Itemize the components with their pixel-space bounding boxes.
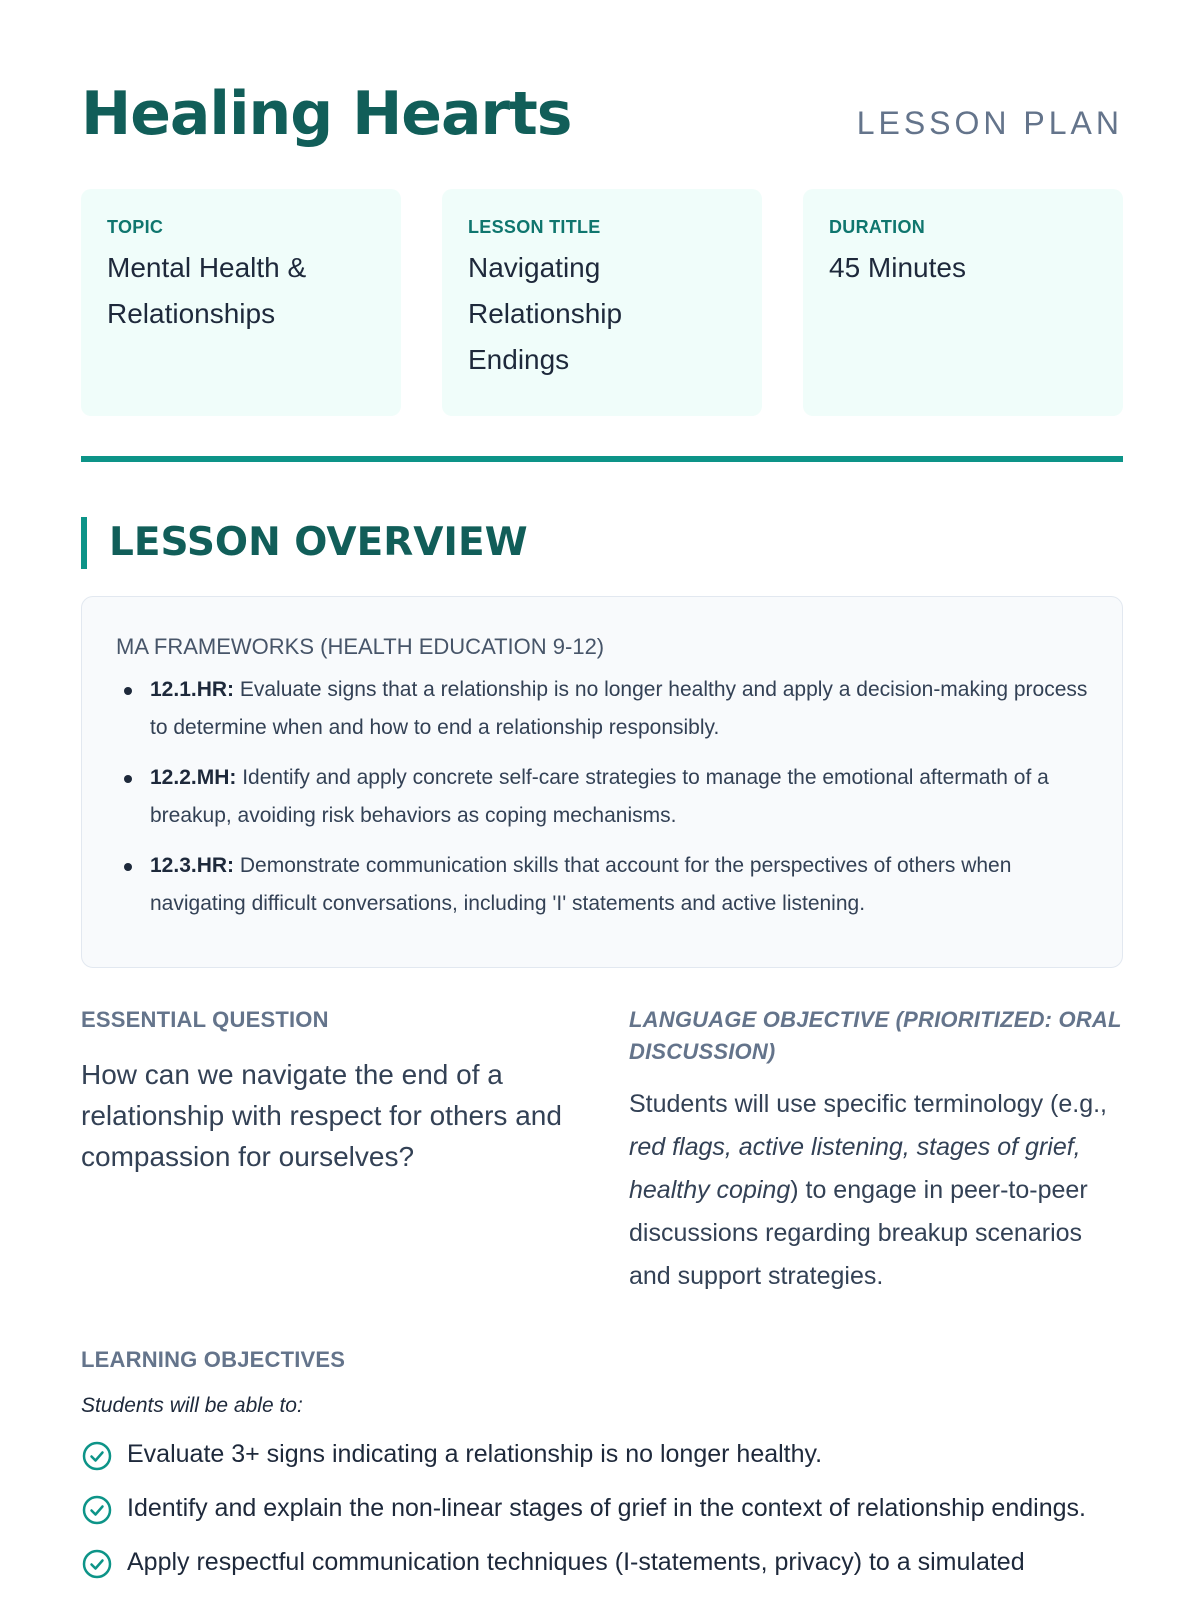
- learning-objectives: [81, 1344, 1123, 1596]
- objectives-list: [81, 1434, 1123, 1582]
- standard-code: 12.1.HR:: [150, 678, 235, 701]
- learning-objectives-intro: Students will be able to:: [81, 1394, 303, 1417]
- standard-text: Evaluate signs that a relationship is no longer healthy and apply a decision-making process to determine when and how to end a relationship responsibly.: [150, 678, 1088, 739]
- standard-text: Demonstrate communication skills that account for the perspectives of others when navigating difficult conversations, including 'I' statements and active listening.: [150, 854, 1012, 915]
- document-type-label: LESSON PLAN: [856, 105, 1123, 141]
- standard-text: Identify and apply concrete self-care strategies to manage the emotional aftermath of a breakup, avoiding risk behaviors as coping mechanisms.: [150, 766, 1049, 827]
- standards-list: [116, 671, 1088, 923]
- lesson-title-card: [442, 189, 762, 416]
- language-objective-intro: Students will use specific terminology (e.g.,: [629, 1090, 1107, 1118]
- page-header: [81, 78, 1123, 158]
- list-item: [81, 1434, 1123, 1474]
- objective-text: Identify and explain the non-linear stages of grief in the context of relationship endings.: [127, 1494, 1086, 1522]
- check-circle-icon: [81, 1440, 113, 1472]
- frameworks-heading: MA FRAMEWORKS (HEALTH EDUCATION 9-12): [116, 634, 605, 659]
- objective-text: Evaluate 3+ signs indicating a relationship is no longer healthy.: [127, 1440, 823, 1468]
- essential-question-text: How can we navigate the end of a relationship with respect for others and compassion for ourselves?: [81, 1059, 562, 1172]
- lesson-info-cards: [81, 189, 1123, 416]
- learning-objectives-heading: LEARNING OBJECTIVES: [81, 1347, 346, 1372]
- check-circle-icon: [81, 1548, 113, 1580]
- language-objective-text: [629, 1083, 1123, 1298]
- list-item: [116, 847, 1088, 923]
- card-value: 45 Minutes: [829, 252, 966, 283]
- essential-question-heading: ESSENTIAL QUESTION: [81, 1007, 329, 1032]
- frameworks-box: [81, 596, 1123, 968]
- brand-title: Healing Hearts: [81, 79, 572, 149]
- list-item: [116, 671, 1088, 747]
- card-label: DURATION: [829, 217, 926, 237]
- lesson-overview-heading: LESSON OVERVIEW: [81, 517, 528, 569]
- list-item: [81, 1542, 1123, 1582]
- standard-code: 12.2.MH:: [150, 766, 237, 789]
- list-item: [81, 1488, 1123, 1528]
- card-value: Navigating Relationship Endings: [468, 252, 623, 375]
- objective-text: Apply respectful communication techniques (I-statements, privacy) to a simulated: [127, 1548, 1025, 1576]
- card-value: Mental Health & Relationships: [107, 252, 307, 329]
- language-objective-terms: red flags, active listening, stages of grief, healthy coping: [629, 1133, 1081, 1204]
- topic-card: [81, 189, 401, 416]
- standard-code: 12.3.HR:: [150, 854, 235, 877]
- duration-card: [803, 189, 1123, 416]
- card-label: LESSON TITLE: [468, 217, 601, 237]
- check-circle-icon: [81, 1494, 113, 1526]
- card-label: TOPIC: [107, 217, 164, 237]
- essential-question: [81, 1004, 571, 1177]
- language-objective: [629, 1004, 1123, 1298]
- list-item: [116, 759, 1088, 835]
- language-objective-rest: ) to engage in peer-to-peer discussions regarding breakup scenarios and support strategies.: [629, 1176, 1088, 1290]
- language-objective-heading: LANGUAGE OBJECTIVE (PRIORITIZED: ORAL DISCUSSION): [629, 1007, 1122, 1064]
- section-divider: [81, 456, 1123, 462]
